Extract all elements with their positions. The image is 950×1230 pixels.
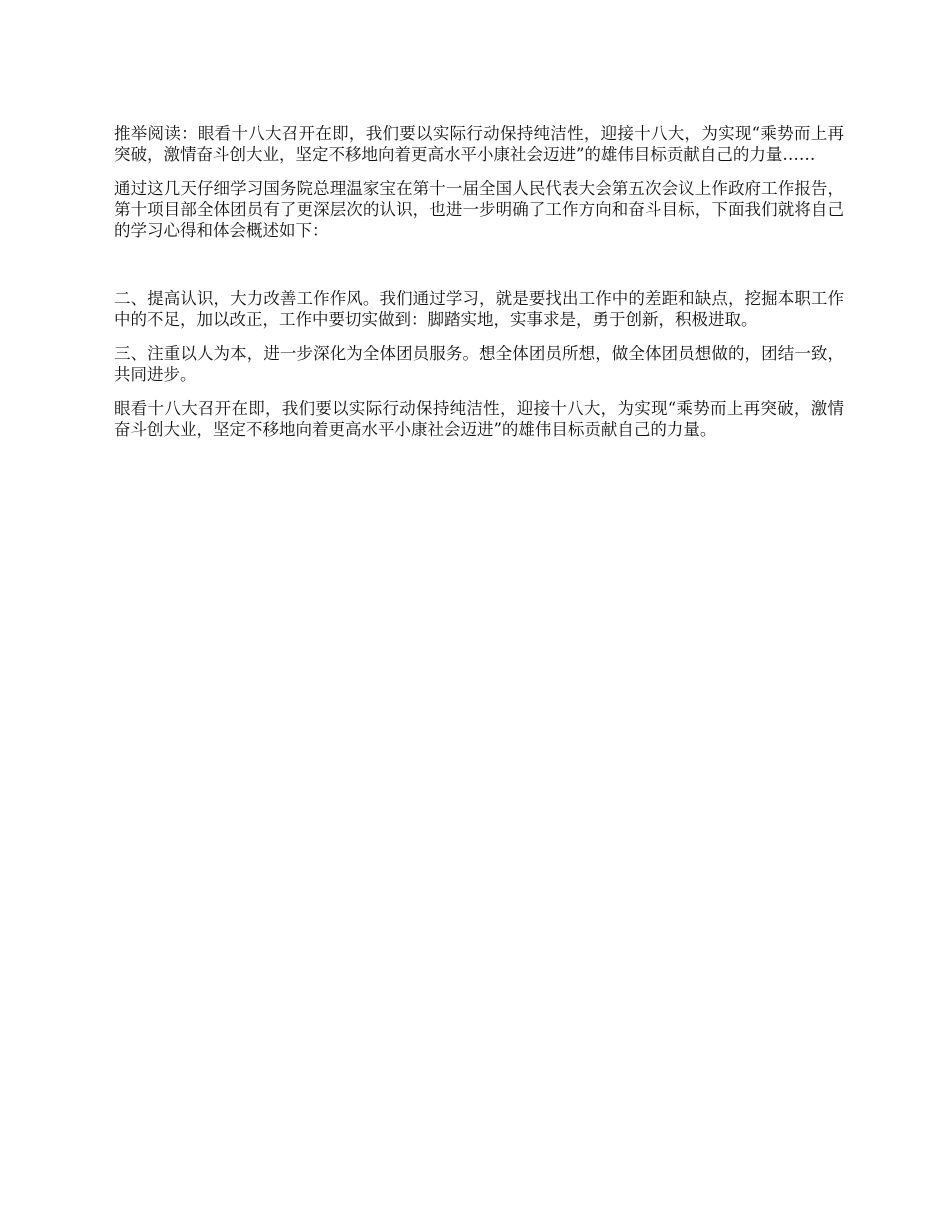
closing-paragraph: 眼看十八大召开在即，我们要以实际行动保持纯洁性，迎接十八大，为实现“乘势而上再突破，激情奋斗创大业，坚定不移地向着更高水平小康社会迈进”的雄伟目标贡献自己的力量。 <box>114 399 844 439</box>
intro-paragraph: 通过这几天仔细学习国务院总理温家宝在第十一届全国人民代表大会第五次会议上作政府工作报告，第十项目部全体团员有了更深层次的认识，也进一步明确了工作方向和奋斗目标，下面我们就将自己的学习心得和体会概述如下： <box>114 179 844 240</box>
section-two-paragraph: 二、提高认识，大力改善工作作风。我们通过学习，就是要找出工作中的差距和缺点，挖掘本职工作中的不足，加以改正，工作中要切实做到：脚踏实地，实事求是，勇于创新，积极进取。 <box>114 289 844 329</box>
document-body <box>114 123 844 453</box>
recommended-reading-paragraph: 推举阅读：眼看十八大召开在即，我们要以实际行动保持纯洁性，迎接十八大，为实现“乘势而上再突破，激情奋斗创大业，坚定不移地向着更高水平小康社会迈进”的雄伟目标贡献自己的力量…… <box>114 124 844 164</box>
blank-gap <box>114 254 844 288</box>
section-three-paragraph: 三、注重以人为本，进一步深化为全体团员服务。想全体团员所想，做全体团员想做的，团结一致，共同进步。 <box>114 344 844 384</box>
